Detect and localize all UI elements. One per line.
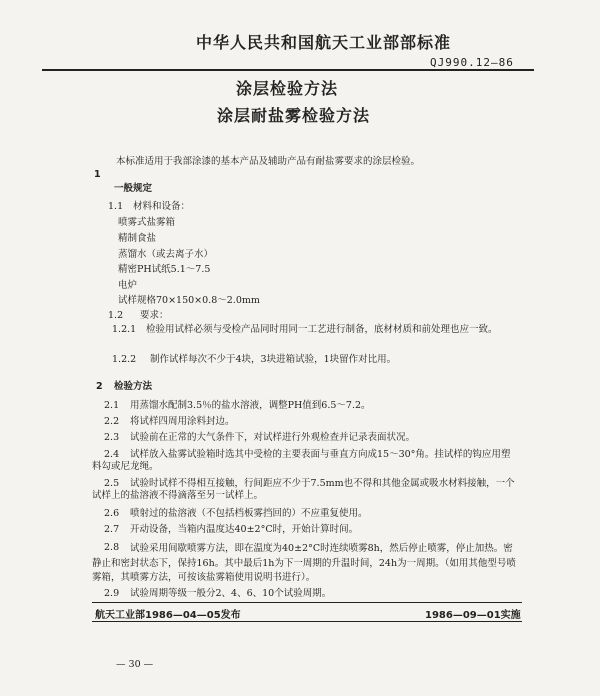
section-2-4-number: 2.4: [104, 449, 120, 460]
section-2-9-number: 2.9: [104, 588, 120, 599]
material-item: 精密PH试纸5.1～7.5: [118, 264, 211, 275]
footer-top-rule: [92, 602, 522, 603]
title-sub: 涂层耐盐雾检验方法: [217, 106, 371, 125]
section-2-2-text: 将试样四周用涂料封边。: [130, 416, 235, 427]
header-rule: [42, 69, 534, 71]
section-2-1-text: 用蒸馏水配制3.5％的盐水溶液，调整PH值到6.5～7.2。: [130, 400, 371, 411]
section-1-2-1-text: 检验用试样必须与受检产品同时用同一工艺进行制备，底材材质和前处理也应一致。: [146, 324, 498, 335]
org-standard-title: 中华人民共和国航天工业部部标准: [196, 33, 452, 52]
section-1-2-title: 要求：: [140, 310, 169, 321]
section-1-2-1-number: 1.2.1: [112, 324, 137, 335]
intro-text: 本标准适用于我部涂漆的基本产品及辅助产品有耐盐雾要求的涂层检验。: [116, 156, 421, 167]
section-2-3-text: 试验前在正常的大气条件下，对试样进行外观检查并记录表面状况。: [130, 432, 416, 443]
section-2-8-number: 2.8: [104, 542, 120, 553]
section-1-number: 1: [94, 169, 101, 180]
section-1-title: 一般规定: [114, 183, 153, 194]
title-main: 涂层检验方法: [236, 79, 339, 98]
section-1-2-2-text: 制作试样每次不少于4块，3块进箱试验，1块留作对比用。: [150, 354, 397, 365]
section-1-1-number: 1.1: [108, 201, 124, 212]
section-2-6-text: 喷射过的盐溶液（不包括档板雾挡回的）不应重复使用。: [130, 508, 368, 519]
section-2-title: 检验方法: [114, 381, 153, 392]
section-2-2-number: 2.2: [104, 416, 120, 427]
section-1-2-2-number: 1.2.2: [112, 354, 137, 365]
section-2-7-text: 开动设备，当箱内温度达40±2°C时，开始计算时间。: [130, 524, 359, 535]
section-2-4-text: 试样放入盐雾试验箱时选其中受检的主要表面与垂直方向成15～30°角。挂试样的钩应用塑料勾或尼龙绳。: [92, 449, 511, 472]
material-item: 电炉: [118, 280, 138, 291]
effective-date: 1986—09—01实施: [425, 610, 521, 621]
material-item: 喷雾式盐雾箱: [118, 217, 176, 228]
material-item: 试样规格70×150×0.8～2.0mm: [118, 295, 260, 306]
section-2-5-text: 试验时试样不得相互接触，行间距应不少于7.5mm也不得和其他金属或吸水材料接触，一个试样上的盐溶液不得滴落至另一试样上。: [92, 478, 515, 501]
material-item: 蒸馏水（或去离子水）: [118, 249, 214, 260]
issued-date: 航天工业部1986—04—05发布: [95, 610, 241, 621]
section-1-2-number: 1.2: [108, 310, 124, 321]
section-2-number: 2: [96, 381, 103, 392]
material-item: 精制食盐: [118, 233, 157, 244]
section-2-1-number: 2.1: [104, 400, 120, 411]
section-2-8-text: 试验采用间歇喷雾方法，即在温度为40±2°C时连续喷雾8h，然后停止喷雾，停止加热。密静止和密封状态下，保持16h。其中最后1h为下一周期的升温时间，24h为一周期。（如用其他型号喷雾箱，其喷雾方法，可按该盐雾箱使用说明书进行）。: [92, 543, 516, 583]
section-2-6-number: 2.6: [104, 508, 120, 519]
section-2-3-number: 2.3: [104, 432, 120, 443]
footer-bottom-rule: [92, 621, 522, 622]
section-2-9-text: 试验周期等级一般分2、4、6、10个试验周期。: [130, 588, 332, 599]
page-number: — 30 —: [116, 659, 154, 670]
standard-code: QJ990.12—86: [430, 56, 514, 69]
section-2-5-number: 2.5: [104, 478, 120, 489]
section-2-7-number: 2.7: [104, 524, 120, 535]
section-1-1-title: 材料和设备：: [133, 201, 191, 212]
